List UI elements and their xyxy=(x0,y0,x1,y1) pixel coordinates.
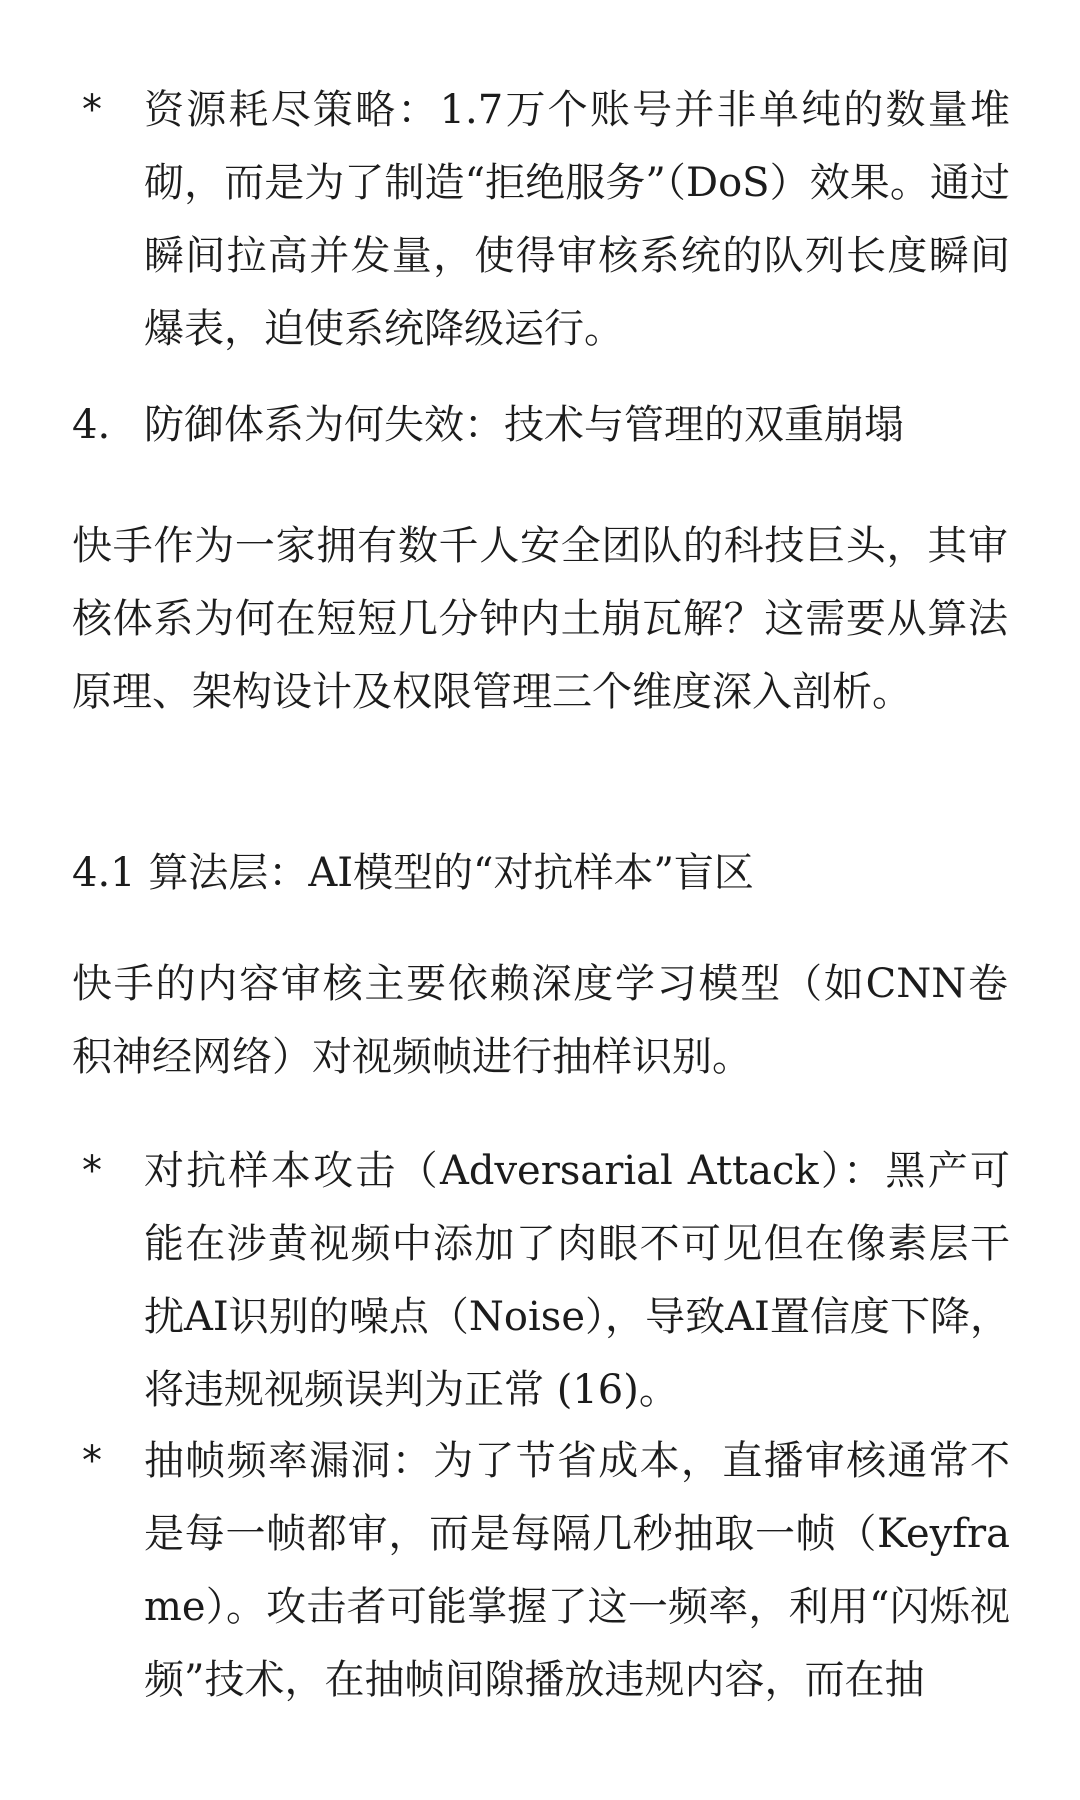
section-number: 4. xyxy=(72,402,111,448)
bullet-marker: * xyxy=(82,1438,102,1484)
subsection-paragraph: 快手的内容审核主要依赖深度学习模型（如CNN卷积神经网络）对视频帧进行抽样识别。 xyxy=(72,961,1008,1080)
list-item-text: 资源耗尽策略：1.7万个账号并非单纯的数量堆砌，而是为了制造“拒绝服务”（DoS）效果。通过瞬间拉高并发量，使得审核系统的队列长度瞬间爆表，迫使系统降级运行。 xyxy=(144,87,1010,352)
list-item-text: 对抗样本攻击（Adversarial Attack）：黑产可能在涉黄视频中添加了肉眼不可见但在像素层干扰AI识别的噪点（Noise），导致AI置信度下降，将违规视频误判为正常 (16)。 xyxy=(144,1148,1010,1413)
bullet-marker: * xyxy=(82,1148,102,1194)
bullet-marker: * xyxy=(82,87,102,133)
intro-paragraph: 快手作为一家拥有数千人安全团队的科技巨头，其审核体系为何在短短几分钟内土崩瓦解？这需要从算法原理、架构设计及权限管理三个维度深入剖析。 xyxy=(72,523,1008,715)
subsection-title: 4.1 算法层：AI模型的“对抗样本”盲区 xyxy=(72,850,754,896)
section-title: 防御体系为何失效：技术与管理的双重崩塌 xyxy=(144,402,904,448)
list-item-text: 抽帧频率漏洞：为了节省成本，直播审核通常不是每一帧都审，而是每隔几秒抽取一帧（Keyframe）。攻击者可能掌握了这一频率，利用“闪烁视频”技术，在抽帧间隙播放违规内容，而在抽 xyxy=(144,1438,1010,1703)
